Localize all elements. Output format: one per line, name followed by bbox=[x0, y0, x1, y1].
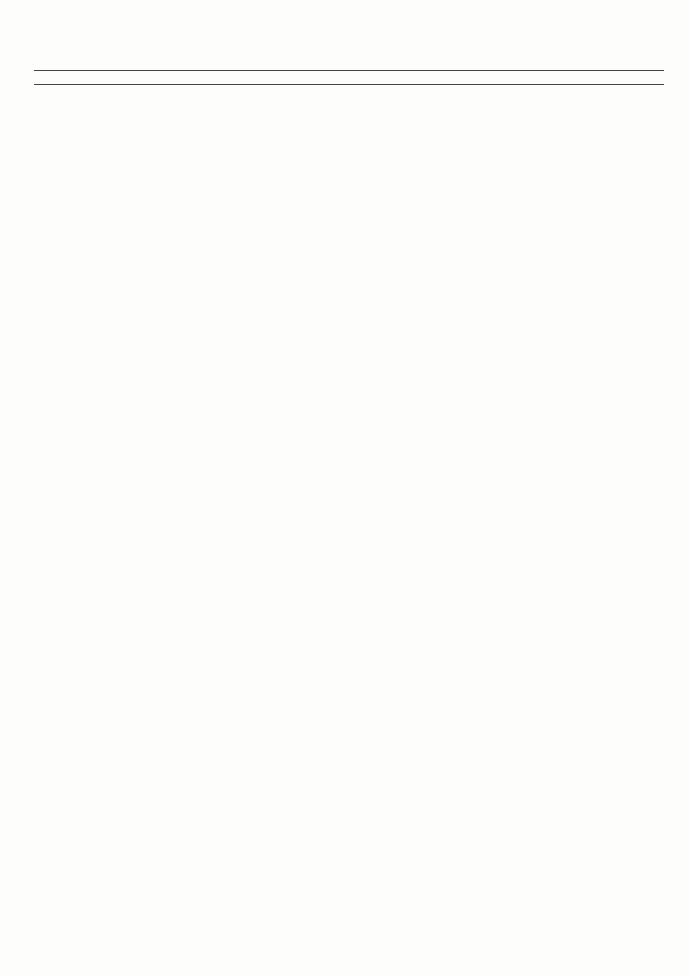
sheet-music-page bbox=[0, 0, 690, 85]
piece-title-block bbox=[34, 70, 664, 85]
watermark bbox=[584, 930, 590, 948]
